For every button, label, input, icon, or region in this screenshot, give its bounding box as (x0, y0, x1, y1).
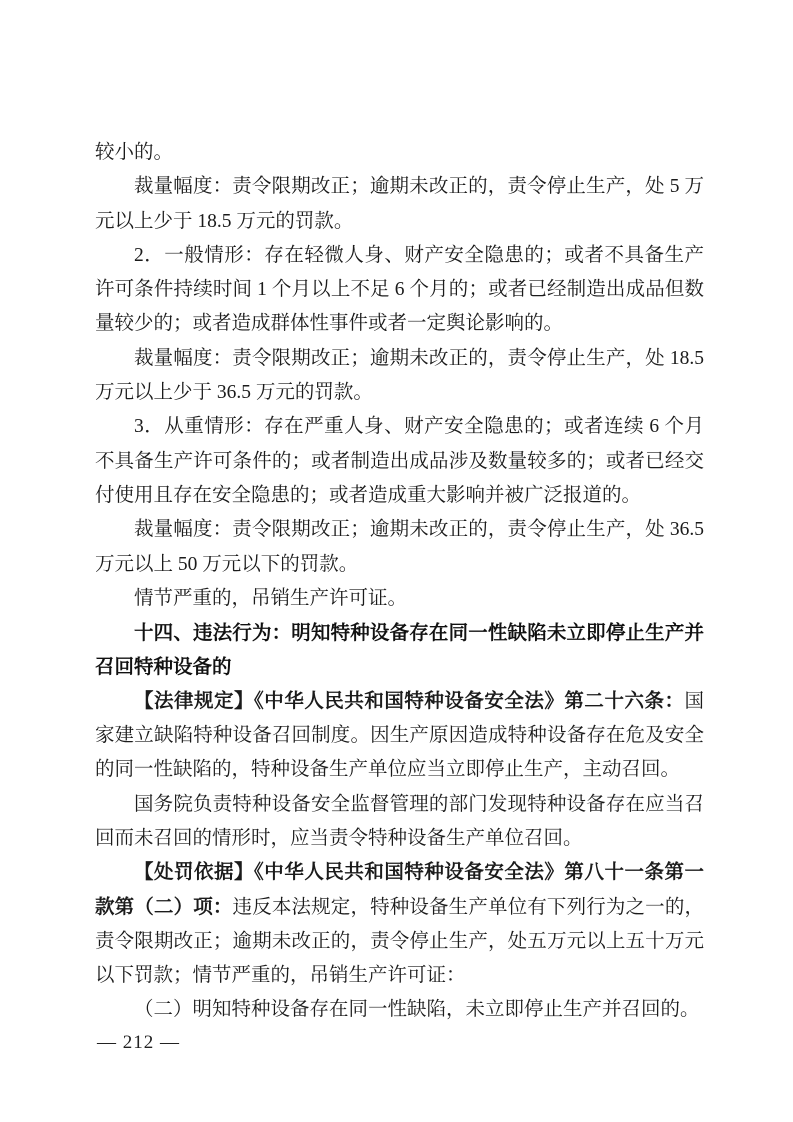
discretion-range-minor (95, 170, 704, 239)
legal-provision-paragraph (95, 685, 704, 788)
legal-provision-label: 【法律规定】《中华人民共和国特种设备安全法》第二十六条： (134, 690, 685, 712)
discretion-range-aggravated (95, 513, 704, 582)
legal-provision-paragraph-2 (95, 788, 704, 857)
discretion-range-general (95, 342, 704, 411)
paragraph-text: 情节严重的，吊销生产许可证。 (134, 587, 408, 609)
penalty-item-2 (95, 993, 704, 1027)
page-number: — 212 — (97, 1032, 180, 1053)
page-footer (97, 1031, 180, 1055)
penalty-basis-label: 【处罚依据】《中华人民共和国特种设备安全法》第八十一条第一款第（二）项： (95, 862, 704, 918)
paragraph-text: 裁量幅度：责令限期改正；逾期未改正的，责令停止生产，处 5 万元以上少于 18.5 万元的罚款。 (95, 176, 704, 232)
paragraph-text: （二）明知特种设备存在同一性缺陷，未立即停止生产并召回的。 (134, 999, 700, 1021)
paragraph-text: 较小的。 (95, 142, 174, 163)
document-body (95, 136, 704, 1028)
paragraph-continuation (95, 136, 704, 170)
paragraph-text: 国务院负责特种设备安全监督管理的部门发现特种设备存在应当召回而未召回的情形时，应当责令特种设备生产单位召回。 (95, 793, 704, 849)
item-aggravated-case (95, 410, 704, 513)
item-general-case (95, 239, 704, 342)
severe-case-note (95, 582, 704, 616)
paragraph-text: 裁量幅度：责令限期改正；逾期未改正的，责令停止生产，处 36.5 万元以上 50 万元以下的罚款。 (95, 519, 704, 575)
section-heading-text: 十四、违法行为：明知特种设备存在同一性缺陷未立即停止生产并召回特种设备的 (95, 622, 704, 679)
paragraph-text: 国家建立缺陷特种设备召回制度。因生产原因造成特种设备存在危及安全的同一性缺陷的，特种设备生产单位应当立即停止生产，主动召回。 (95, 690, 704, 781)
paragraph-text: 裁量幅度：责令限期改正；逾期未改正的，责令停止生产，处 18.5 万元以上少于 36.5 万元的罚款。 (95, 347, 704, 404)
section-heading-14 (95, 616, 704, 685)
paragraph-text: 违反本法规定，特种设备生产单位有下列行为之一的，责令限期改正；逾期未改正的，责令停止生产，处五万元以上五十万元以下罚款；情节严重的，吊销生产许可证： (95, 896, 704, 987)
penalty-basis-paragraph (95, 856, 704, 993)
paragraph-text: 3．从重情形：存在严重人身、财产安全隐患的；或者连续 6 个月不具备生产许可条件的；或者制造出成品涉及数量较多的；或者已经交付使用且存在安全隐患的；或者造成重大影响并被广泛报道的。 (95, 416, 704, 506)
paragraph-text: 2．一般情形：存在轻微人身、财产安全隐患的；或者不具备生产许可条件持续时间 1 个月以上不足 6 个月的；或者已经制造出成品但数量较少的；或者造成群体性事件或者一定舆论影响的。 (95, 244, 704, 335)
